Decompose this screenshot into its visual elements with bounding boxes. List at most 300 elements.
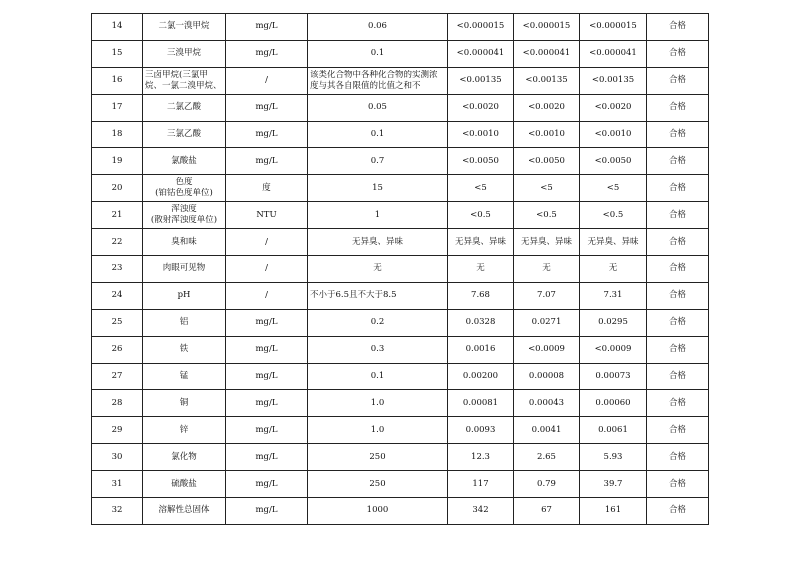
- result-3-text: 5.93: [603, 451, 623, 462]
- limit-value-cell: [308, 229, 448, 256]
- result-3-cell: [580, 229, 647, 256]
- unit-cell: [226, 363, 308, 390]
- limit-value-text: 0.2: [370, 317, 385, 328]
- result-1-text: 342: [472, 505, 489, 516]
- limit-value-cell: [308, 14, 448, 41]
- result-1-text: <0.0020: [462, 102, 499, 113]
- result-3-cell: [580, 444, 647, 471]
- row-number-cell: [92, 282, 143, 309]
- limit-value-cell: [308, 175, 448, 202]
- unit-cell: [226, 14, 308, 41]
- verdict-cell: [647, 229, 709, 256]
- limit-value-cell: [308, 444, 448, 471]
- result-1-cell: [448, 14, 514, 41]
- limit-value-text: 无: [373, 263, 382, 274]
- result-2-cell: [514, 202, 580, 229]
- result-1-text: 无异臭、异味: [454, 236, 506, 247]
- test-item-cell: [143, 309, 226, 336]
- limit-value-text: 0.3: [370, 344, 385, 355]
- unit-text: /: [265, 75, 268, 86]
- row-number-cell: [92, 309, 143, 336]
- limit-value-text: 无异臭、异味: [351, 236, 403, 247]
- result-1-cell: [448, 282, 514, 309]
- test-item-cell: [143, 14, 226, 41]
- unit-cell: [226, 202, 308, 229]
- row-number-cell: [92, 390, 143, 417]
- unit-text: NTU: [256, 209, 277, 220]
- unit-text: /: [265, 263, 268, 274]
- limit-value-cell: [308, 256, 448, 283]
- row-number-text: 18: [111, 129, 123, 139]
- test-item-text: pH: [177, 290, 191, 301]
- result-1-text: 12.3: [471, 451, 490, 462]
- verdict-text: 合格: [668, 424, 686, 435]
- unit-text: /: [265, 236, 268, 247]
- result-3-text: <0.0020: [594, 102, 632, 113]
- test-results-sheet: [91, 13, 708, 525]
- verdict-text: 合格: [668, 75, 686, 86]
- test-item-cell: [143, 390, 226, 417]
- row-number-cell: [92, 67, 143, 94]
- limit-value-cell: [308, 390, 448, 417]
- verdict-cell: [647, 94, 709, 121]
- result-2-text: 0.00043: [528, 397, 565, 408]
- test-item-text: 三溴甲烷: [166, 48, 201, 59]
- result-3-cell: [580, 67, 647, 94]
- limit-value-text: 0.1: [370, 48, 385, 59]
- row-number-cell: [92, 121, 143, 148]
- verdict-text: 合格: [668, 344, 686, 355]
- unit-text: mg/L: [255, 48, 278, 59]
- verdict-text: 合格: [668, 102, 686, 113]
- result-2-cell: [514, 229, 580, 256]
- unit-cell: [226, 67, 308, 94]
- test-results-table: [91, 13, 709, 525]
- table-row: [92, 417, 709, 444]
- result-1-cell: [448, 363, 514, 390]
- verdict-text: 合格: [668, 478, 686, 489]
- result-1-cell: [448, 390, 514, 417]
- result-3-text: 39.7: [603, 478, 623, 489]
- result-2-text: <0.0050: [528, 155, 565, 166]
- test-item-cell: [143, 202, 226, 229]
- unit-text: 度: [262, 182, 271, 193]
- table-row: [92, 202, 709, 229]
- result-2-cell: [514, 148, 580, 175]
- result-2-text: 无: [542, 263, 551, 274]
- row-number-text: 26: [111, 344, 123, 355]
- limit-value-text: 0.1: [370, 371, 385, 382]
- test-item-text: 锰: [179, 371, 189, 382]
- result-3-text: 无: [608, 263, 618, 274]
- table-row: [92, 229, 709, 256]
- unit-cell: [226, 282, 308, 309]
- result-2-text: 7.07: [537, 290, 556, 301]
- limit-value-text: 该类化合物中各种化合物的实测浓度与其各自限值的比值之和不: [310, 69, 438, 91]
- verdict-cell: [647, 498, 709, 525]
- limit-value-text: 1: [374, 209, 381, 220]
- result-2-cell: [514, 256, 580, 283]
- result-1-cell: [448, 175, 514, 202]
- row-number-text: 21: [111, 209, 123, 220]
- unit-text: mg/L: [255, 102, 278, 113]
- unit-text: mg/L: [255, 21, 278, 32]
- result-1-cell: [448, 94, 514, 121]
- limit-value-cell: [308, 282, 448, 309]
- result-3-text: 0.0295: [598, 317, 628, 328]
- test-item-text: 铜: [179, 397, 189, 408]
- limit-value-cell: [308, 363, 448, 390]
- result-2-text: 2.65: [537, 451, 556, 462]
- result-3-text: <0.5: [602, 209, 624, 220]
- row-number-text: 17: [111, 102, 123, 113]
- result-1-text: <0.5: [470, 209, 491, 220]
- verdict-text: 合格: [668, 397, 686, 408]
- result-2-cell: [514, 363, 580, 390]
- unit-cell: [226, 498, 308, 525]
- verdict-cell: [647, 363, 709, 390]
- verdict-text: 合格: [668, 236, 686, 247]
- limit-value-text: 1.0: [370, 397, 385, 408]
- result-3-cell: [580, 390, 647, 417]
- limit-value-text: 0.7: [370, 155, 385, 166]
- result-3-cell: [580, 417, 647, 444]
- result-1-text: 0.00200: [462, 371, 499, 382]
- test-item-sublabel: (散射浑浊度单位): [150, 215, 218, 226]
- test-item-cell: [143, 40, 226, 67]
- result-2-cell: [514, 471, 580, 498]
- result-1-text: <0.000015: [456, 21, 505, 32]
- verdict-cell: [647, 336, 709, 363]
- verdict-text: 合格: [668, 371, 686, 382]
- test-item-cell: [143, 256, 226, 283]
- limit-value-text: 1.0: [370, 424, 385, 435]
- table-row: [92, 148, 709, 175]
- row-number-text: 19: [111, 155, 123, 166]
- limit-value-text: 不小于6.5且不大于8.5: [310, 290, 397, 301]
- result-1-cell: [448, 498, 514, 525]
- result-3-cell: [580, 471, 647, 498]
- unit-cell: [226, 229, 308, 256]
- limit-value-cell: [308, 94, 448, 121]
- row-number-text: 32: [111, 505, 123, 516]
- unit-text: mg/L: [255, 478, 278, 489]
- test-item-label: 色度: [175, 177, 193, 188]
- verdict-cell: [647, 67, 709, 94]
- row-number-text: 27: [111, 371, 123, 382]
- limit-value-cell: [308, 336, 448, 363]
- table-row: [92, 67, 709, 94]
- unit-cell: [226, 309, 308, 336]
- result-2-text: <0.000015: [522, 21, 571, 32]
- result-1-cell: [448, 121, 514, 148]
- row-number-text: 16: [111, 75, 123, 86]
- result-2-cell: [514, 175, 580, 202]
- test-item-cell: [143, 148, 226, 175]
- row-number-cell: [92, 14, 143, 41]
- limit-value-cell: [308, 202, 448, 229]
- result-3-cell: [580, 14, 647, 41]
- test-item-cell: [143, 67, 226, 94]
- result-2-cell: [514, 309, 580, 336]
- result-2-text: <5: [540, 182, 553, 193]
- result-1-cell: [448, 336, 514, 363]
- result-3-text: <0.000015: [589, 21, 637, 32]
- result-2-text: 无异臭、异味: [520, 236, 572, 247]
- result-3-text: 0.00060: [595, 397, 631, 408]
- unit-text: mg/L: [255, 344, 278, 355]
- verdict-text: 合格: [668, 290, 686, 301]
- test-item-cell: [143, 282, 226, 309]
- row-number-text: 15: [111, 48, 123, 59]
- result-3-text: <0.0050: [594, 155, 632, 166]
- limit-value-cell: [308, 67, 448, 94]
- result-2-cell: [514, 67, 580, 94]
- unit-cell: [226, 40, 308, 67]
- result-1-text: 无: [476, 263, 485, 274]
- table-body: [92, 14, 709, 525]
- unit-text: mg/L: [255, 155, 278, 166]
- limit-value-cell: [308, 498, 448, 525]
- verdict-text: 合格: [668, 451, 686, 462]
- test-item-cell: [143, 498, 226, 525]
- test-item-text: 二氯一溴甲烷: [158, 21, 210, 32]
- table-row: [92, 94, 709, 121]
- result-3-text: 0.00073: [595, 371, 631, 382]
- result-1-cell: [448, 309, 514, 336]
- result-3-text: 0.0061: [598, 424, 628, 435]
- verdict-text: 合格: [668, 317, 686, 328]
- result-2-text: 0.79: [537, 478, 556, 489]
- limit-value-text: 250: [369, 451, 386, 462]
- result-2-cell: [514, 14, 580, 41]
- verdict-text: 合格: [668, 48, 686, 59]
- result-3-cell: [580, 148, 647, 175]
- unit-cell: [226, 471, 308, 498]
- result-1-text: 7.68: [471, 290, 490, 301]
- table-row: [92, 444, 709, 471]
- table-row: [92, 498, 709, 525]
- result-2-text: 0.00008: [528, 371, 565, 382]
- result-1-text: 0.0016: [465, 344, 496, 355]
- result-3-cell: [580, 40, 647, 67]
- result-2-cell: [514, 121, 580, 148]
- result-1-text: <0.0010: [462, 129, 499, 139]
- result-3-text: <0.0009: [594, 344, 632, 355]
- result-2-cell: [514, 40, 580, 67]
- limit-value-cell: [308, 309, 448, 336]
- result-2-text: <0.00135: [525, 75, 568, 86]
- verdict-cell: [647, 417, 709, 444]
- verdict-cell: [647, 148, 709, 175]
- table-row: [92, 282, 709, 309]
- limit-value-cell: [308, 121, 448, 148]
- unit-cell: [226, 121, 308, 148]
- row-number-cell: [92, 256, 143, 283]
- limit-value-cell: [308, 148, 448, 175]
- row-number-text: 24: [111, 290, 123, 301]
- test-item-cell: [143, 444, 226, 471]
- row-number-cell: [92, 40, 143, 67]
- verdict-text: 合格: [668, 505, 686, 516]
- result-1-text: 117: [472, 478, 489, 489]
- unit-cell: [226, 256, 308, 283]
- unit-cell: [226, 444, 308, 471]
- result-3-text: <0.00135: [591, 75, 635, 86]
- test-item-text: 肉眼可见物: [162, 263, 206, 274]
- table-row: [92, 40, 709, 67]
- row-number-text: 20: [111, 182, 123, 193]
- unit-text: /: [265, 290, 268, 301]
- table-row: [92, 121, 709, 148]
- test-item-cell: [143, 175, 226, 202]
- verdict-text: 合格: [668, 182, 686, 193]
- result-1-text: 0.0328: [465, 317, 496, 328]
- verdict-cell: [647, 471, 709, 498]
- result-3-cell: [580, 282, 647, 309]
- result-1-cell: [448, 444, 514, 471]
- limit-value-cell: [308, 471, 448, 498]
- result-1-cell: [448, 417, 514, 444]
- row-number-cell: [92, 471, 143, 498]
- result-1-cell: [448, 40, 514, 67]
- row-number-text: 31: [111, 478, 123, 489]
- verdict-text: 合格: [668, 21, 686, 32]
- verdict-cell: [647, 14, 709, 41]
- row-number-cell: [92, 229, 143, 256]
- verdict-cell: [647, 256, 709, 283]
- unit-cell: [226, 390, 308, 417]
- unit-text: mg/L: [255, 451, 278, 462]
- test-item-text: 铁: [179, 344, 189, 355]
- result-3-cell: [580, 256, 647, 283]
- verdict-text: 合格: [668, 155, 686, 166]
- result-1-text: <0.0050: [462, 155, 499, 166]
- unit-cell: [226, 94, 308, 121]
- result-1-cell: [448, 229, 514, 256]
- result-2-cell: [514, 390, 580, 417]
- result-2-cell: [514, 498, 580, 525]
- verdict-cell: [647, 40, 709, 67]
- result-1-text: 0.0093: [465, 424, 496, 435]
- test-item-cell: [143, 363, 226, 390]
- unit-cell: [226, 175, 308, 202]
- row-number-cell: [92, 148, 143, 175]
- test-item-text: 铝: [179, 317, 189, 328]
- result-2-cell: [514, 417, 580, 444]
- unit-cell: [226, 417, 308, 444]
- result-3-text: <0.0010: [594, 129, 632, 139]
- test-item-cell: [143, 121, 226, 148]
- limit-value-text: 1000: [366, 505, 389, 516]
- limit-value-text: 0.1: [370, 129, 385, 139]
- unit-text: mg/L: [255, 505, 278, 516]
- verdict-cell: [647, 282, 709, 309]
- test-item-label: 浑浊度: [171, 204, 197, 215]
- result-1-text: <5: [474, 182, 487, 193]
- result-1-text: <0.00135: [459, 75, 502, 86]
- verdict-cell: [647, 121, 709, 148]
- result-1-cell: [448, 256, 514, 283]
- test-item-text: 氯酸盐: [171, 155, 197, 166]
- result-2-text: <0.0020: [528, 102, 565, 113]
- result-3-cell: [580, 498, 647, 525]
- result-2-text: <0.0009: [528, 344, 565, 355]
- result-3-text: <0.000041: [589, 48, 637, 59]
- test-item-cell: [143, 94, 226, 121]
- result-1-cell: [448, 202, 514, 229]
- limit-value-text: 0.06: [368, 21, 387, 32]
- verdict-cell: [647, 175, 709, 202]
- unit-text: mg/L: [255, 424, 278, 435]
- table-row: [92, 336, 709, 363]
- verdict-cell: [647, 202, 709, 229]
- row-number-cell: [92, 336, 143, 363]
- result-3-cell: [580, 363, 647, 390]
- row-number-text: 25: [111, 317, 123, 328]
- test-item-cell: [143, 336, 226, 363]
- unit-text: mg/L: [255, 317, 278, 328]
- result-3-cell: [580, 202, 647, 229]
- limit-value-cell: [308, 40, 448, 67]
- row-number-cell: [92, 417, 143, 444]
- result-3-text: 161: [604, 505, 622, 516]
- row-number-cell: [92, 202, 143, 229]
- table-row: [92, 175, 709, 202]
- result-2-text: 67: [541, 505, 552, 516]
- result-3-cell: [580, 94, 647, 121]
- verdict-text: 合格: [668, 209, 686, 220]
- verdict-cell: [647, 390, 709, 417]
- row-number-text: 28: [111, 397, 123, 408]
- result-2-text: <0.5: [536, 209, 557, 220]
- result-3-text: 无异臭、异味: [587, 236, 639, 247]
- result-3-cell: [580, 121, 647, 148]
- unit-cell: [226, 336, 308, 363]
- result-2-text: 0.0271: [531, 317, 562, 328]
- row-number-cell: [92, 498, 143, 525]
- test-item-cell: [143, 229, 226, 256]
- result-2-cell: [514, 94, 580, 121]
- row-number-text: 22: [111, 236, 123, 247]
- test-item-text: 三氯乙酸: [166, 129, 201, 139]
- test-item-sublabel: (铂钴色度单位): [155, 188, 213, 199]
- test-item-text: 臭和味: [171, 236, 197, 247]
- unit-text: mg/L: [255, 371, 278, 382]
- verdict-cell: [647, 309, 709, 336]
- verdict-text: 合格: [668, 263, 686, 274]
- table-row: [92, 471, 709, 498]
- result-2-cell: [514, 444, 580, 471]
- result-2-text: 0.0041: [531, 424, 562, 435]
- unit-text: mg/L: [255, 397, 278, 408]
- limit-value-text: 250: [369, 478, 386, 489]
- table-row: [92, 14, 709, 41]
- row-number-text: 23: [111, 263, 123, 274]
- test-item-label: 三卤甲烷(三氯甲烷、一氯二溴甲烷、: [145, 69, 222, 91]
- unit-cell: [226, 148, 308, 175]
- verdict-cell: [647, 444, 709, 471]
- result-1-cell: [448, 471, 514, 498]
- test-item-text: 锌: [179, 424, 189, 435]
- result-1-text: <0.000041: [456, 48, 505, 59]
- limit-value-cell: [308, 417, 448, 444]
- result-2-text: <0.0010: [528, 129, 565, 139]
- result-1-cell: [448, 148, 514, 175]
- row-number-text: 29: [111, 424, 123, 435]
- row-number-cell: [92, 444, 143, 471]
- result-3-text: <5: [606, 182, 620, 193]
